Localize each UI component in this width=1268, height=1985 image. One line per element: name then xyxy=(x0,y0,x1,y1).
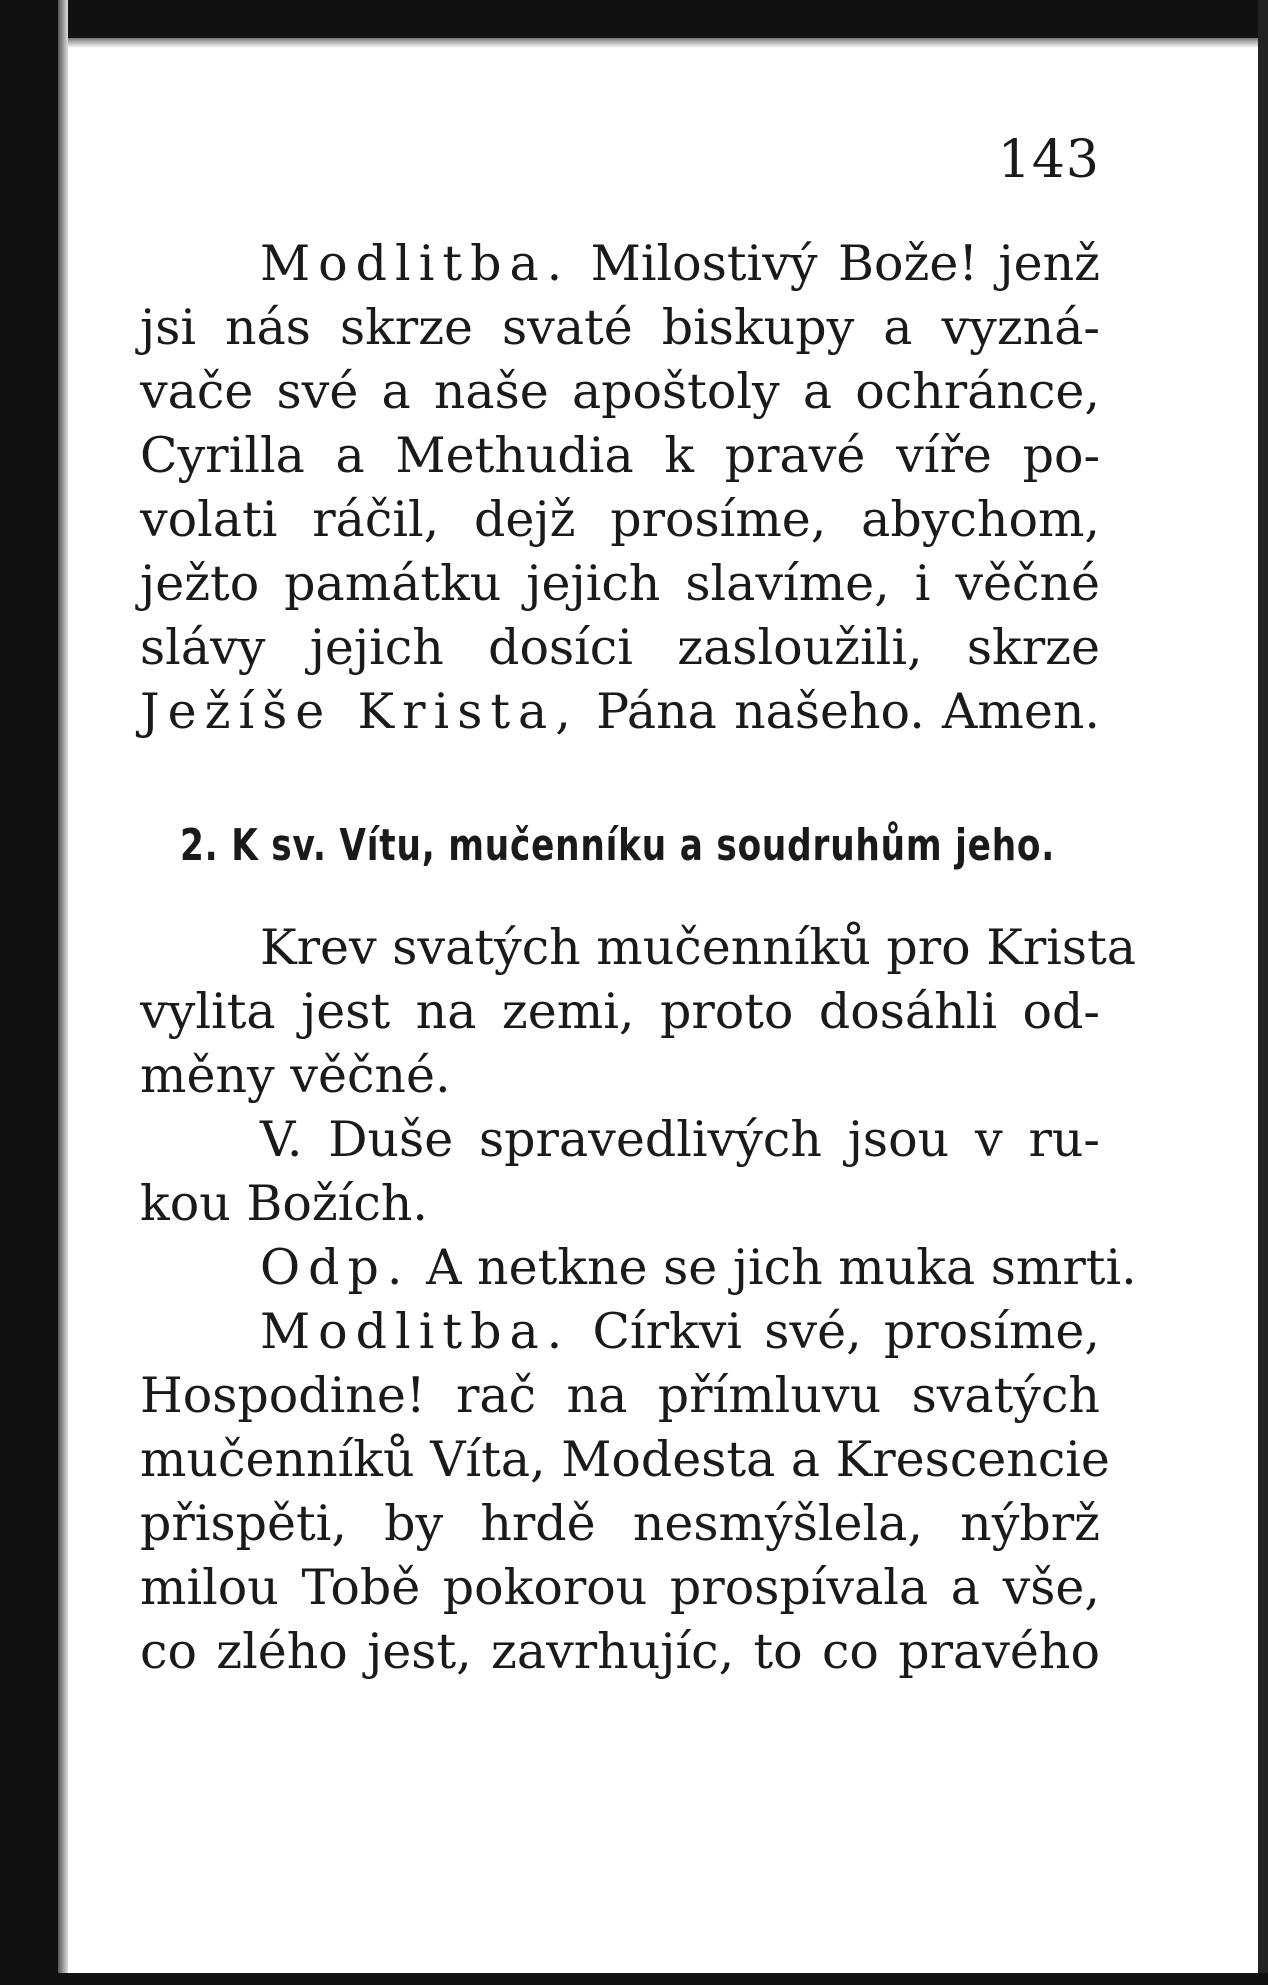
text-line: volati ráčil, dejž prosíme, abychom, xyxy=(140,491,1100,548)
name-spaced: Ježíše Krista, xyxy=(140,683,579,740)
text-line xyxy=(140,232,1100,296)
text-line: jsi nás skrze svaté biskupy a vyzná- xyxy=(140,299,1100,356)
text-line: Cyrilla a Methudia k pravé víře po- xyxy=(140,427,1100,484)
text-line: vače své a naše apoštoly a ochránce, xyxy=(140,363,1100,420)
text-line: co zlého jest, zavrhujíc, to co pravého xyxy=(140,1623,1100,1680)
versicle-line: V. Duše spravedlivých jsou v ru- xyxy=(260,1111,1100,1168)
scan-edge-top-shadow xyxy=(58,38,1268,48)
section-heading: 2. K sv. Vítu, mučenníku a soudruhům jeho. xyxy=(180,820,1056,871)
prayer-section-2 xyxy=(140,916,1137,1684)
text-line xyxy=(140,680,1100,744)
text-line: mučenníků Víta, Modesta a Krescencie xyxy=(140,1431,1110,1488)
prayer-label: Modlitba. xyxy=(260,235,571,292)
text-line: Krev svatých mučenníků pro Krista xyxy=(260,919,1136,976)
scan-edge-bottom xyxy=(0,1973,1268,1985)
scan-edge-left xyxy=(0,0,58,1985)
response-line xyxy=(140,1236,1137,1300)
text-line: milou Tobě pokorou prospívala a vše, xyxy=(140,1559,1100,1616)
text-line: ježto památku jejich slavíme, i věčné xyxy=(140,555,1100,612)
text-line: měny věčné. xyxy=(140,1047,451,1104)
line-text: Církvi své, prosíme, xyxy=(592,1303,1100,1360)
text-line: Hospodine! rač na přímluvu svatých xyxy=(140,1367,1100,1424)
line-text: Milostivý Bože! jenž xyxy=(590,235,1100,292)
scan-edge-left-shadow xyxy=(58,0,68,1985)
scan-edge-right xyxy=(1258,0,1268,1985)
scan-edge-top xyxy=(0,0,1268,38)
text-line: přispěti, by hrdě nesmýšlela, nýbrž xyxy=(140,1495,1100,1552)
text-line: vylita jest na zemi, proto dosáhli od- xyxy=(140,983,1100,1040)
prayer-label: Modlitba. xyxy=(260,1303,571,1360)
text-line xyxy=(140,1300,1100,1364)
text-line: slávy jejich dosíci zasloužili, skrze xyxy=(140,619,1100,676)
versicle-line: kou Božích. xyxy=(140,1175,428,1232)
response-text: A netkne se jich muka smrti. xyxy=(426,1239,1137,1296)
response-label: Odp. xyxy=(260,1239,411,1296)
line-text: Pána našeho. Amen. xyxy=(596,683,1100,740)
prayer-section-1 xyxy=(140,232,1100,744)
page-number: 143 xyxy=(997,130,1100,190)
